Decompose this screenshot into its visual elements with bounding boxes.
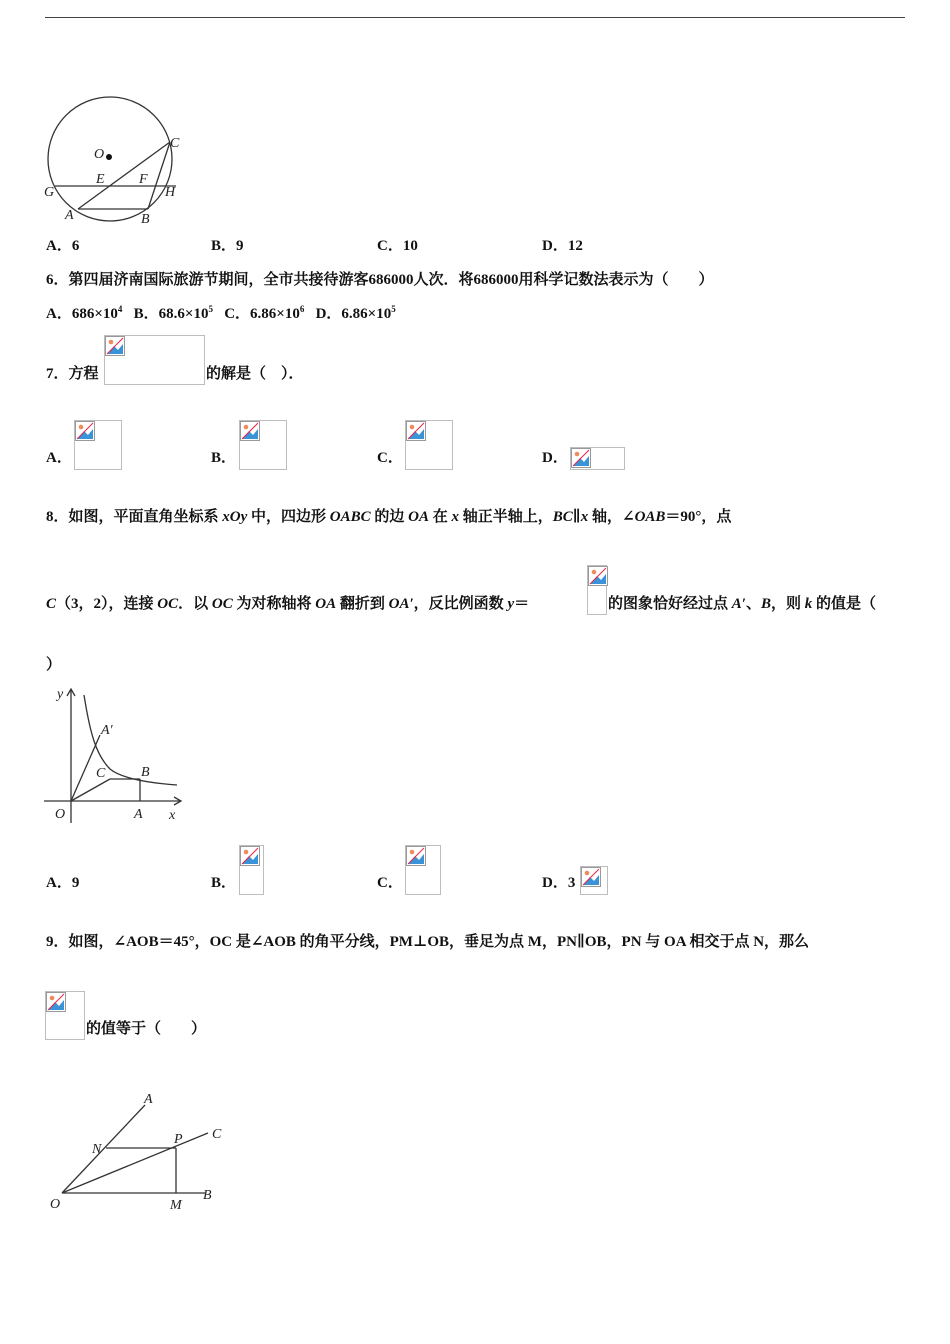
broken-image-icon bbox=[571, 448, 591, 468]
q5-option-d: D．12 bbox=[542, 238, 583, 254]
q6-option-b: B．$68.6\times 10^5$ bbox=[133, 304, 213, 322]
label-O: O bbox=[55, 807, 66, 822]
label-G: G bbox=[44, 185, 55, 200]
q7-option-d: D． bbox=[542, 450, 568, 466]
label-P: P bbox=[174, 1132, 183, 1147]
broken-image-icon bbox=[406, 846, 426, 866]
broken-image-icon bbox=[46, 992, 66, 1012]
label-F: F bbox=[139, 172, 148, 187]
q5-circle-figure bbox=[40, 95, 195, 230]
q6-option-a: A．$686\times 10^4$ bbox=[46, 304, 123, 322]
q7-stem-post: 的解是（ ）． bbox=[206, 366, 304, 382]
label-A: A bbox=[144, 1092, 153, 1107]
q7-option-a: A． bbox=[46, 450, 72, 466]
q8-stem-line1: 8．如图，平面直角坐标系 xOy 中，四边形 OABC 的边 OA 在 x 轴正半轴上，BC∥x 轴，∠OAB＝90°，点 bbox=[46, 509, 732, 525]
q9-stem: 9．如图，∠AOB＝45°，OC 是∠AOB 的角平分线，PM⊥OB，垂足为点 M，PN∥OB，PN 与 OA 相交于点 N，那么 bbox=[46, 934, 810, 950]
label-O: O bbox=[94, 147, 105, 162]
label-O: O bbox=[50, 1197, 61, 1212]
q8-option-c-image bbox=[405, 845, 441, 895]
q8-stem-line3: ） bbox=[46, 657, 62, 673]
q8-stem-line2b: 的图象恰好经过点 A′、B，则 k 的值是（ bbox=[608, 596, 877, 612]
q6-option-c: C．$6.86\times 10^6$ bbox=[224, 304, 305, 322]
q9-angle-figure bbox=[40, 1085, 240, 1215]
q7-option-c-image bbox=[405, 420, 453, 470]
q7-option-b: B． bbox=[211, 450, 237, 466]
q8-option-b-image bbox=[239, 845, 264, 895]
broken-image-icon bbox=[240, 421, 260, 441]
q7-equation-image bbox=[104, 335, 205, 385]
broken-image-icon bbox=[75, 421, 95, 441]
q9-ratio-image bbox=[45, 991, 85, 1040]
broken-image-icon bbox=[105, 336, 125, 356]
label-B: B bbox=[203, 1188, 212, 1203]
label-E: E bbox=[96, 172, 105, 187]
q5-option-c: C．10 bbox=[377, 238, 418, 254]
q8-option-c: C． bbox=[377, 875, 403, 891]
label-C: C bbox=[170, 136, 180, 151]
q7-option-d-image bbox=[570, 447, 625, 470]
q6-option-d: D．$6.86\times 10^5$ bbox=[315, 304, 396, 322]
q8-option-b: B． bbox=[211, 875, 237, 891]
label-B: B bbox=[141, 765, 150, 780]
q9-stem-tail: 的值等于（ ） bbox=[86, 1021, 207, 1037]
q5-option-a: A．6 bbox=[46, 238, 80, 254]
label-C: C bbox=[96, 766, 106, 781]
label-y: y bbox=[57, 687, 64, 702]
q8-option-d-image bbox=[580, 866, 608, 895]
q6-options bbox=[46, 304, 396, 324]
q7-option-b-image bbox=[239, 420, 287, 470]
broken-image-icon bbox=[581, 867, 601, 887]
label-A: A bbox=[134, 807, 143, 822]
q8-stem-line2a: C（3，2），连接 OC．以 OC 为对称轴将 OA 翻折到 OA′，反比例函数 y＝ bbox=[46, 596, 530, 612]
q6-stem: 6．第四届济南国际旅游节期间，全市共接待游客686000人次．将686000用科学记数法表示为（ ） bbox=[46, 272, 714, 288]
label-N: N bbox=[92, 1142, 102, 1157]
q8-coordinate-figure bbox=[40, 683, 190, 828]
q8-option-a: A．9 bbox=[46, 875, 80, 891]
label-M: M bbox=[170, 1198, 182, 1213]
label-H: H bbox=[165, 185, 176, 200]
label-x: x bbox=[169, 808, 176, 823]
q5-option-b: B．9 bbox=[211, 238, 244, 254]
q7-stem-pre: 7．方程 bbox=[46, 366, 99, 382]
header-rule bbox=[45, 17, 905, 18]
q8-function-image bbox=[587, 565, 607, 615]
q7-option-a-image bbox=[74, 420, 122, 470]
broken-image-icon bbox=[240, 846, 260, 866]
label-B: B bbox=[141, 212, 150, 227]
broken-image-icon bbox=[588, 566, 608, 586]
label-A: A bbox=[65, 208, 74, 223]
broken-image-icon bbox=[406, 421, 426, 441]
q7-option-c: C． bbox=[377, 450, 403, 466]
label-C: C bbox=[212, 1127, 222, 1142]
label-A-prime: A′ bbox=[101, 723, 113, 738]
q8-option-d: D．3 bbox=[542, 875, 576, 891]
